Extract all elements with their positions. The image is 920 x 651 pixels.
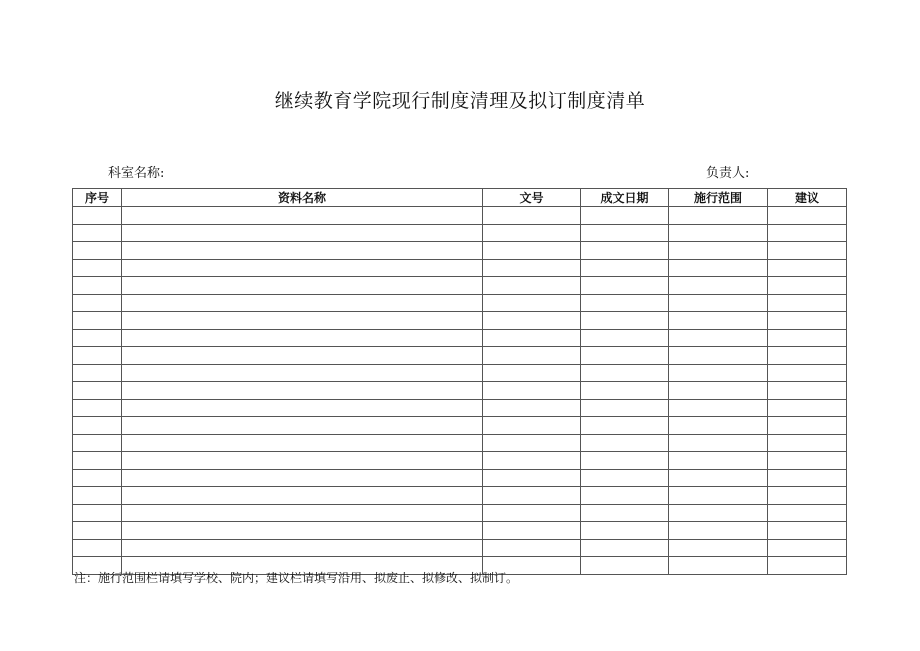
cell-scope[interactable]: [669, 504, 768, 522]
cell-scope[interactable]: [669, 242, 768, 260]
cell-issue-date[interactable]: [581, 487, 669, 505]
header-document-name: 资料名称: [122, 189, 483, 207]
cell-scope[interactable]: [669, 487, 768, 505]
cell-document-name[interactable]: [122, 434, 483, 452]
cell-scope[interactable]: [669, 224, 768, 242]
table-body: [73, 207, 847, 575]
cell-document-number[interactable]: [483, 487, 581, 505]
cell-document-number[interactable]: [483, 364, 581, 382]
table-row: [73, 242, 847, 260]
table-row: [73, 434, 847, 452]
cell-document-name[interactable]: [122, 224, 483, 242]
cell-scope[interactable]: [669, 557, 768, 575]
cell-suggestion[interactable]: [768, 382, 847, 400]
cell-document-name[interactable]: [122, 539, 483, 557]
cell-issue-date[interactable]: [581, 294, 669, 312]
cell-issue-date[interactable]: [581, 224, 669, 242]
cell-document-number[interactable]: [483, 294, 581, 312]
cell-document-name[interactable]: [122, 277, 483, 295]
cell-serial-number[interactable]: [73, 417, 122, 435]
cell-document-name[interactable]: [122, 522, 483, 540]
cell-serial-number[interactable]: [73, 294, 122, 312]
cell-document-number[interactable]: [483, 417, 581, 435]
cell-scope[interactable]: [669, 277, 768, 295]
cell-suggestion[interactable]: [768, 347, 847, 365]
table-row: [73, 224, 847, 242]
cell-issue-date[interactable]: [581, 207, 669, 225]
cell-document-number[interactable]: [483, 452, 581, 470]
cell-document-name[interactable]: [122, 329, 483, 347]
cell-serial-number[interactable]: [73, 522, 122, 540]
cell-document-number[interactable]: [483, 399, 581, 417]
page-title: 继续教育学院现行制度清理及拟订制度清单: [274, 90, 646, 112]
cell-issue-date[interactable]: [581, 312, 669, 330]
header-serial-number: 序号: [73, 189, 122, 207]
cell-issue-date[interactable]: [581, 242, 669, 260]
cell-issue-date[interactable]: [581, 452, 669, 470]
cell-suggestion[interactable]: [768, 294, 847, 312]
cell-document-number[interactable]: [483, 329, 581, 347]
cell-serial-number[interactable]: [73, 469, 122, 487]
cell-serial-number[interactable]: [73, 399, 122, 417]
header-scope: 施行范围: [669, 189, 768, 207]
cell-serial-number[interactable]: [73, 347, 122, 365]
cell-scope[interactable]: [669, 294, 768, 312]
cell-document-number[interactable]: [483, 312, 581, 330]
cell-suggestion[interactable]: [768, 224, 847, 242]
cell-serial-number[interactable]: [73, 329, 122, 347]
cell-suggestion[interactable]: [768, 522, 847, 540]
cell-scope[interactable]: [669, 399, 768, 417]
owner-label: 负责人:: [706, 166, 750, 181]
cell-serial-number[interactable]: [73, 224, 122, 242]
cell-document-name[interactable]: [122, 487, 483, 505]
cell-document-name[interactable]: [122, 207, 483, 225]
cell-issue-date[interactable]: [581, 469, 669, 487]
cell-scope[interactable]: [669, 452, 768, 470]
cell-suggestion[interactable]: [768, 242, 847, 260]
cell-document-number[interactable]: [483, 224, 581, 242]
table-row: [73, 504, 847, 522]
cell-suggestion[interactable]: [768, 259, 847, 277]
cell-suggestion[interactable]: [768, 452, 847, 470]
cell-document-number[interactable]: [483, 347, 581, 365]
header-document-number: 文号: [483, 189, 581, 207]
header-suggestion: 建议: [768, 189, 847, 207]
department-label: 科室名称:: [108, 166, 165, 181]
cell-scope[interactable]: [669, 417, 768, 435]
table-row: [73, 294, 847, 312]
cell-serial-number[interactable]: [73, 259, 122, 277]
table-row: [73, 452, 847, 470]
cell-scope[interactable]: [669, 347, 768, 365]
table-header-row: [73, 189, 847, 207]
table-row: [73, 522, 847, 540]
cell-serial-number[interactable]: [73, 242, 122, 260]
cell-suggestion[interactable]: [768, 207, 847, 225]
cell-document-name[interactable]: [122, 452, 483, 470]
cell-document-number[interactable]: [483, 277, 581, 295]
cell-document-name[interactable]: [122, 417, 483, 435]
cell-scope[interactable]: [669, 259, 768, 277]
cell-suggestion[interactable]: [768, 364, 847, 382]
table-row: [73, 329, 847, 347]
cell-document-number[interactable]: [483, 259, 581, 277]
cell-issue-date[interactable]: [581, 347, 669, 365]
table-row: [73, 207, 847, 225]
cell-document-name[interactable]: [122, 469, 483, 487]
table-row: [73, 364, 847, 382]
cell-serial-number[interactable]: [73, 452, 122, 470]
cell-suggestion[interactable]: [768, 434, 847, 452]
cell-document-name[interactable]: [122, 312, 483, 330]
cell-document-name[interactable]: [122, 294, 483, 312]
cell-document-name[interactable]: [122, 347, 483, 365]
cell-suggestion[interactable]: [768, 417, 847, 435]
cell-document-name[interactable]: [122, 364, 483, 382]
table-row: [73, 277, 847, 295]
cell-issue-date[interactable]: [581, 399, 669, 417]
cell-document-name[interactable]: [122, 259, 483, 277]
cell-suggestion[interactable]: [768, 399, 847, 417]
cell-scope[interactable]: [669, 469, 768, 487]
cell-issue-date[interactable]: [581, 522, 669, 540]
cell-document-number[interactable]: [483, 522, 581, 540]
cell-document-name[interactable]: [122, 242, 483, 260]
table-row: [73, 487, 847, 505]
cell-suggestion[interactable]: [768, 557, 847, 575]
cell-issue-date[interactable]: [581, 504, 669, 522]
cell-document-name[interactable]: [122, 382, 483, 400]
cell-serial-number[interactable]: [73, 434, 122, 452]
cell-document-number[interactable]: [483, 382, 581, 400]
cell-serial-number[interactable]: [73, 504, 122, 522]
header-issue-date: 成文日期: [581, 189, 669, 207]
cell-issue-date[interactable]: [581, 557, 669, 575]
cell-suggestion[interactable]: [768, 504, 847, 522]
table-row: [73, 539, 847, 557]
cell-issue-date[interactable]: [581, 434, 669, 452]
cell-scope[interactable]: [669, 312, 768, 330]
cell-issue-date[interactable]: [581, 417, 669, 435]
cell-scope[interactable]: [669, 522, 768, 540]
cell-scope[interactable]: [669, 434, 768, 452]
cell-suggestion[interactable]: [768, 329, 847, 347]
cell-suggestion[interactable]: [768, 539, 847, 557]
cell-serial-number[interactable]: [73, 277, 122, 295]
cell-issue-date[interactable]: [581, 277, 669, 295]
cell-document-number[interactable]: [483, 434, 581, 452]
cell-document-number[interactable]: [483, 539, 581, 557]
cell-document-number[interactable]: [483, 469, 581, 487]
cell-serial-number[interactable]: [73, 312, 122, 330]
cell-serial-number[interactable]: [73, 487, 122, 505]
cell-suggestion[interactable]: [768, 487, 847, 505]
table-row: [73, 417, 847, 435]
table-row: [73, 347, 847, 365]
table-row: [73, 399, 847, 417]
table-row: [73, 259, 847, 277]
inventory-table: [72, 188, 847, 575]
cell-document-name[interactable]: [122, 504, 483, 522]
cell-suggestion[interactable]: [768, 277, 847, 295]
cell-document-number[interactable]: [483, 504, 581, 522]
footnote: 注：施行范围栏请填写学校、院内；建议栏请填写沿用、拟废止、拟修改、拟制订。: [74, 571, 519, 585]
cell-scope[interactable]: [669, 329, 768, 347]
cell-issue-date[interactable]: [581, 329, 669, 347]
cell-suggestion[interactable]: [768, 312, 847, 330]
cell-serial-number[interactable]: [73, 539, 122, 557]
cell-scope[interactable]: [669, 364, 768, 382]
cell-issue-date[interactable]: [581, 539, 669, 557]
table-row: [73, 382, 847, 400]
cell-document-number[interactable]: [483, 242, 581, 260]
cell-issue-date[interactable]: [581, 259, 669, 277]
cell-scope[interactable]: [669, 382, 768, 400]
cell-serial-number[interactable]: [73, 382, 122, 400]
cell-serial-number[interactable]: [73, 364, 122, 382]
cell-document-name[interactable]: [122, 399, 483, 417]
cell-serial-number[interactable]: [73, 207, 122, 225]
cell-document-number[interactable]: [483, 207, 581, 225]
cell-issue-date[interactable]: [581, 364, 669, 382]
cell-scope[interactable]: [669, 207, 768, 225]
cell-issue-date[interactable]: [581, 382, 669, 400]
table-row: [73, 312, 847, 330]
cell-suggestion[interactable]: [768, 469, 847, 487]
cell-scope[interactable]: [669, 539, 768, 557]
table-row: [73, 469, 847, 487]
